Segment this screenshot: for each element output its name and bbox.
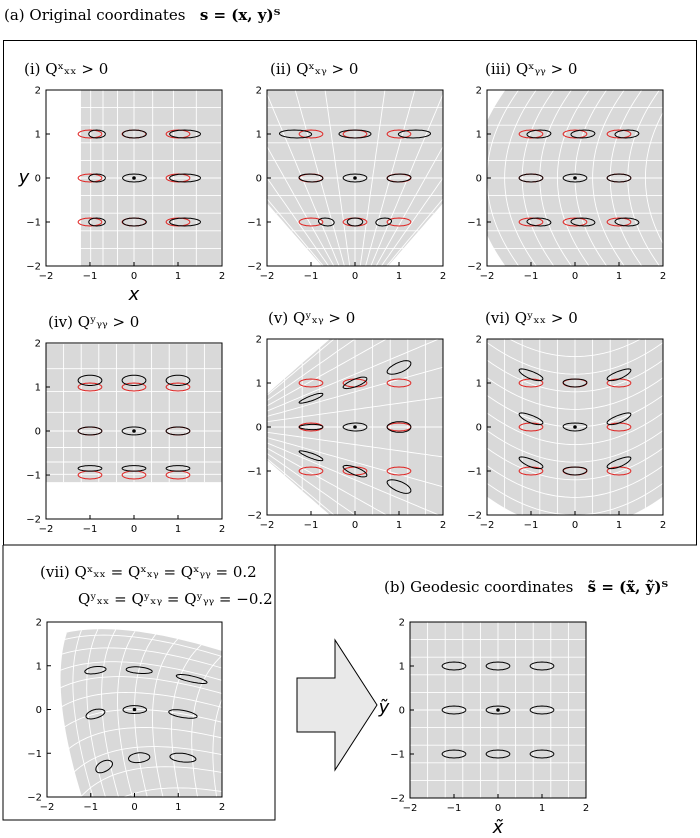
panel-title-vi: (vi) Qʸₓₓ > 0 — [485, 309, 578, 327]
panel-b — [390, 618, 589, 815]
y-tick-label: 1 — [34, 382, 41, 394]
x-tick-label: 1 — [174, 271, 182, 282]
y-tick-label: 0 — [34, 426, 41, 438]
x-tick-label: 2 — [582, 803, 590, 814]
x-tick-label: 1 — [615, 520, 623, 531]
x-tick-label: −1 — [446, 803, 462, 814]
y-tick-label: −2 — [27, 792, 42, 804]
origin-point — [496, 708, 500, 712]
x-tick-label: 1 — [395, 520, 403, 531]
x-tick-label: 0 — [131, 802, 138, 813]
y-tick-label: −2 — [26, 514, 41, 526]
y-tick-label: 1 — [35, 661, 42, 673]
label-a-eq: s = (x, y)ᵀ — [199, 6, 281, 24]
y-tick-label: 1 — [255, 378, 262, 390]
panel-title-v: (v) Qʸₓᵧ > 0 — [268, 309, 356, 327]
figure-label-b — [384, 578, 668, 596]
panel-title-iv: (iv) Qʸᵧᵧ > 0 — [48, 313, 140, 331]
x-tick-label: 1 — [395, 271, 403, 282]
x-axis-label: x — [128, 284, 140, 305]
y-tick-label: −1 — [26, 217, 41, 229]
x-tilde-axis-label: x̃ — [492, 817, 504, 838]
y-tick-label: 0 — [475, 422, 482, 434]
y-tick-label: −1 — [247, 466, 262, 478]
x-tick-label: 0 — [130, 524, 138, 535]
y-tick-label: 2 — [255, 334, 262, 346]
x-tick-label: 1 — [615, 271, 623, 282]
y-tick-label: −1 — [467, 217, 482, 229]
x-tick-label: 2 — [659, 520, 667, 531]
y-tick-label: −1 — [467, 466, 482, 478]
y-tick-label: 1 — [475, 129, 482, 141]
x-tick-label: −1 — [82, 271, 98, 282]
x-tick-label: 2 — [218, 802, 226, 813]
x-tick-label: −2 — [402, 803, 418, 814]
x-tick-label: 0 — [571, 520, 579, 531]
transform-arrow — [297, 640, 377, 770]
panel-title-vii: (vii) Qˣₓₓ = Qˣₓᵧ = Qˣᵧᵧ = 0.2 — [40, 563, 257, 581]
x-tick-label: 1 — [175, 802, 182, 813]
frame-a — [3, 40, 697, 545]
panel-title-i: (i) Qˣₓₓ > 0 — [24, 60, 109, 78]
x-tick-label: −1 — [523, 271, 539, 282]
x-tick-label: 2 — [439, 271, 447, 282]
origin-point — [133, 708, 137, 712]
x-tick-label: −1 — [83, 802, 99, 813]
y-tick-label: 2 — [255, 85, 262, 97]
x-tick-label: 0 — [494, 803, 502, 814]
y-tick-label: −2 — [390, 793, 405, 805]
y-tick-label: −2 — [467, 510, 482, 522]
x-tick-label: −2 — [38, 271, 54, 282]
y-tick-label: −2 — [467, 261, 482, 273]
x-tick-label: 0 — [351, 520, 359, 531]
y-tick-label: −2 — [26, 261, 41, 273]
label-b: (b) Geodesic coordinates — [384, 578, 574, 596]
x-tick-label: −2 — [39, 802, 55, 813]
x-tick-label: 0 — [351, 271, 359, 282]
y-tick-label: 2 — [475, 334, 482, 346]
x-tick-label: −2 — [259, 520, 275, 531]
y-tick-label: 0 — [255, 173, 262, 185]
y-tick-label: 2 — [35, 617, 42, 629]
y-axis-label: y — [18, 167, 30, 188]
panel-title-iii: (iii) Qˣᵧᵧ > 0 — [485, 60, 578, 78]
x-tick-label: −2 — [479, 271, 495, 282]
y-tick-label: 0 — [35, 705, 42, 716]
x-tick-label: 2 — [659, 271, 667, 282]
x-tick-label: 1 — [538, 803, 546, 814]
panel-vii — [27, 618, 316, 838]
y-tick-label: −2 — [247, 510, 262, 522]
x-tick-label: 1 — [174, 524, 182, 535]
x-tick-label: −2 — [38, 524, 54, 535]
x-tick-label: −1 — [82, 524, 98, 535]
x-tick-label: 0 — [130, 271, 138, 282]
x-tick-label: 2 — [439, 520, 447, 531]
y-tick-label: −2 — [247, 261, 262, 273]
y-tick-label: 1 — [398, 661, 405, 673]
panel-title-vii-line2: Qʸₓₓ = Qʸₓᵧ = Qʸᵧᵧ = −0.2 — [78, 590, 273, 608]
label-a: (a) Original coordinates — [4, 6, 186, 24]
y-tick-label: 1 — [475, 378, 482, 390]
y-tick-label: 2 — [475, 85, 482, 97]
x-tick-label: 0 — [571, 271, 579, 282]
y-tick-label: 2 — [34, 85, 41, 97]
x-tick-label: −2 — [259, 271, 275, 282]
y-tick-label: −1 — [26, 470, 41, 482]
y-tick-label: 0 — [398, 705, 405, 717]
figure-label-a — [4, 6, 280, 24]
y-tick-label: 0 — [255, 422, 262, 434]
x-tick-label: −2 — [479, 520, 495, 531]
y-tick-label: −1 — [390, 749, 405, 761]
x-tick-label: 2 — [218, 524, 226, 535]
x-tick-label: −1 — [303, 271, 319, 282]
x-tick-label: −1 — [523, 520, 539, 531]
y-tick-label: 1 — [34, 129, 41, 141]
y-tick-label: 0 — [475, 173, 482, 185]
y-tick-label: 2 — [34, 338, 41, 350]
x-tick-label: 2 — [218, 271, 226, 282]
y-tick-label: 0 — [34, 173, 41, 185]
x-tick-label: −1 — [303, 520, 319, 531]
y-tick-label: 2 — [398, 617, 405, 629]
y-tilde-axis-label: ỹ — [378, 697, 390, 718]
y-tick-label: 1 — [255, 129, 262, 141]
y-tick-label: −1 — [27, 748, 42, 760]
label-b-eq: s̃ = (x̃, ỹ)ᵀ — [587, 578, 669, 596]
panel-title-ii: (ii) Qˣₓᵧ > 0 — [270, 60, 359, 78]
y-tick-label: −1 — [247, 217, 262, 229]
